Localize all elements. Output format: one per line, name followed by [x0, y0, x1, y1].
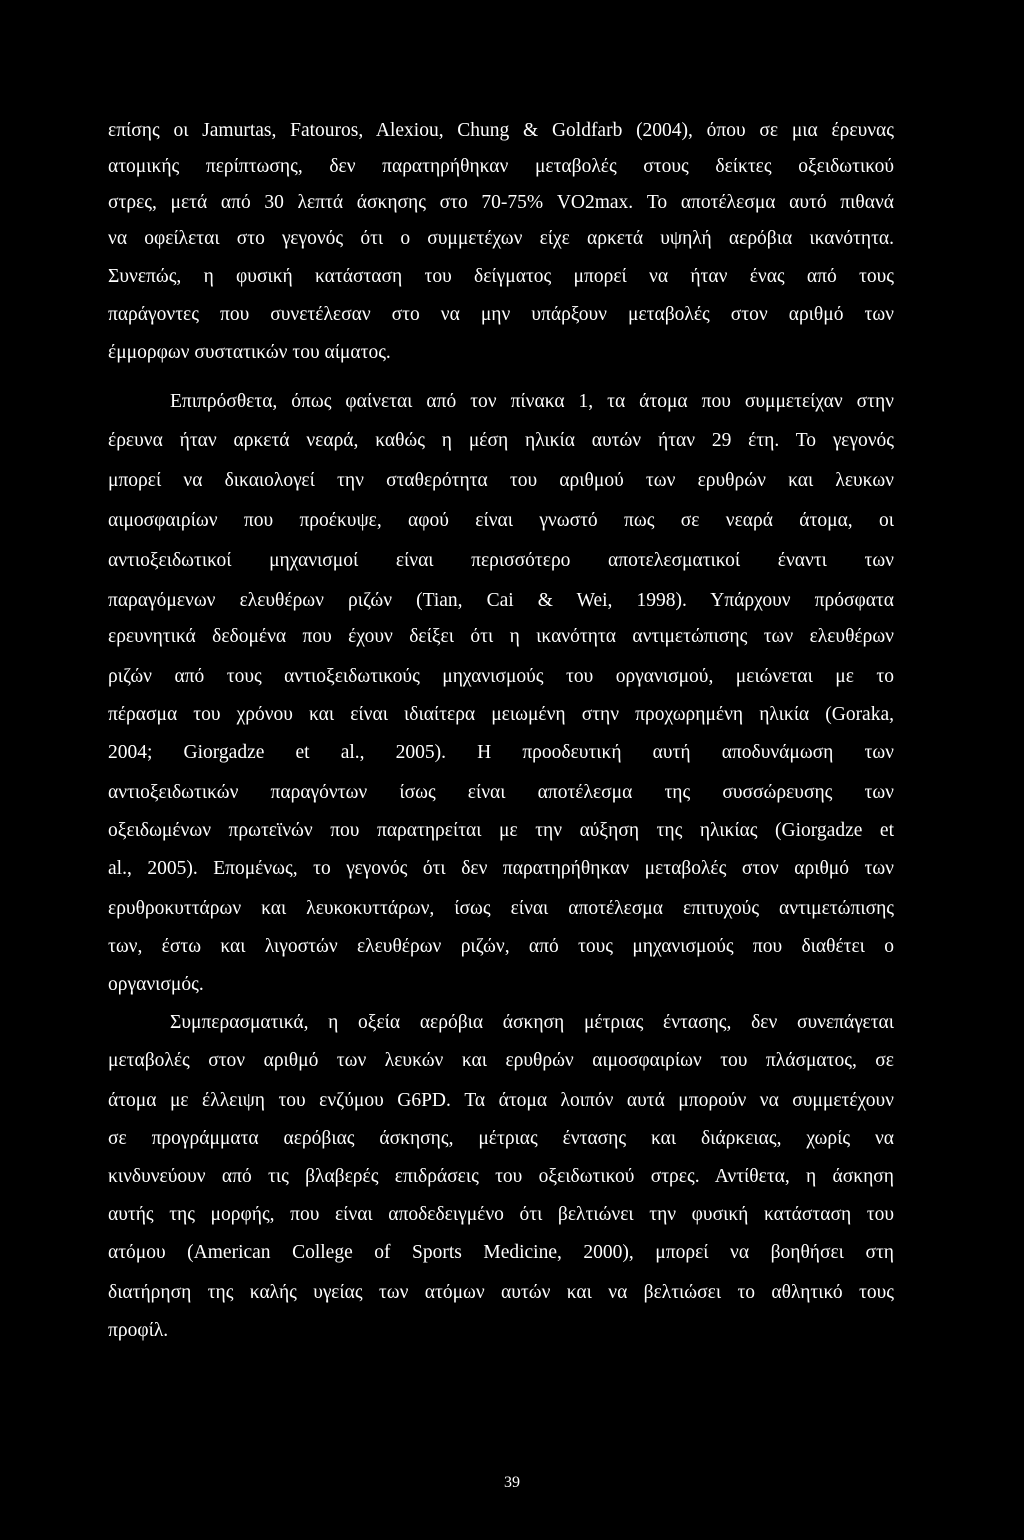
text-line: πέρασμα του χρόνου και είναι ιδιαίτερα μειωμένη στην προχωρημένη ηλικία (Goraka,	[108, 704, 894, 725]
text-line: κινδυνεύουν από τις βλαβερές επιδράσεις του οξειδωτικού στρες. Αντίθετα, η άσκηση	[108, 1166, 894, 1187]
text-line: οργανισμός.	[108, 974, 204, 995]
text-line: έρευνα ήταν αρκετά νεαρά, καθώς η μέση ηλικία αυτών ήταν 29 έτη. Το γεγονός	[108, 430, 894, 451]
text-line: 2004; Giorgadze et al., 2005). Η προοδευτική αυτή αποδυνάμωση των	[108, 742, 894, 763]
text-line: Επιπρόσθετα, όπως φαίνεται από τον πίνακα 1, τα άτομα που συμμετείχαν στην	[170, 391, 894, 412]
text-line: ερευνητικά δεδομένα που έχουν δείξει ότι η ικανότητα αντιμετώπισης των ελευθέρων	[108, 626, 894, 647]
text-line: διατήρηση της καλής υγείας των ατόμων αυτών και να βελτιώσει το αθλητικό τους	[108, 1282, 894, 1303]
text-line: προφίλ.	[108, 1320, 169, 1341]
text-line: αιμοσφαιρίων που προέκυψε, αφού είναι γνωστό πως σε νεαρά άτομα, οι	[108, 510, 894, 531]
page-number: 39	[504, 1474, 520, 1491]
text-line: ερυθροκυττάρων και λευκοκυττάρων, ίσως είναι αποτέλεσμα επιτυχούς αντιμετώπισης	[108, 898, 894, 919]
text-line: ριζών από τους αντιοξειδωτικούς μηχανισμούς του οργανισμού, μειώνεται με το	[108, 666, 894, 687]
text-line: ατόμου (American College of Sports Medicine, 2000), μπορεί να βοηθήσει στη	[108, 1242, 894, 1263]
text-line: να οφείλεται στο γεγονός ότι ο συμμετέχων είχε αρκετά υψηλή αερόβια ικανότητα.	[108, 228, 894, 249]
text-line: παράγοντες που συνετέλεσαν στο να μην υπάρξουν μεταβολές στον αριθμό των	[108, 304, 894, 325]
text-line: αντιοξειδωτικοί μηχανισμοί είναι περισσότερο αποτελεσματικοί έναντι των	[108, 550, 894, 571]
text-line: αυτής της μορφής, που είναι αποδεδειγμένο ότι βελτιώνει την φυσική κατάσταση του	[108, 1204, 894, 1225]
text-line: στρες, μετά από 30 λεπτά άσκησης στο 70-75% VO2max. Το αποτέλεσμα αυτό πιθανά	[108, 192, 894, 213]
text-line: al., 2005). Επομένως, το γεγονός ότι δεν παρατηρήθηκαν μεταβολές στον αριθμό των	[108, 858, 894, 879]
text-line: Συμπερασματικά, η οξεία αερόβια άσκηση μέτριας έντασης, δεν συνεπάγεται	[170, 1012, 894, 1033]
text-line: αντιοξειδωτικών παραγόντων ίσως είναι αποτέλεσμα της συσσώρευσης των	[108, 782, 894, 803]
text-line: παραγόμενων ελευθέρων ριζών (Tian, Cai & Wei, 1998). Υπάρχουν πρόσφατα	[108, 590, 894, 611]
text-line: άτομα με έλλειψη του ενζύμου G6PD. Τα άτομα λοιπόν αυτά μπορούν να συμμετέχουν	[108, 1090, 894, 1111]
text-line: των, έστω και λιγοστών ελευθέρων ριζών, από τους μηχανισμούς που διαθέτει ο	[108, 936, 894, 957]
text-line: ατομικής περίπτωσης, δεν παρατηρήθηκαν μεταβολές στους δείκτες οξειδωτικού	[108, 156, 894, 177]
text-line: επίσης οι Jamurtas, Fatouros, Alexiou, Chung & Goldfarb (2004), όπου σε μια έρευνας	[108, 120, 894, 141]
text-line: μπορεί να δικαιολογεί την σταθερότητα του αριθμού των ερυθρών και λευκων	[108, 470, 894, 491]
text-line: Συνεπώς, η φυσική κατάσταση του δείγματος μπορεί να ήταν ένας από τους	[108, 266, 894, 287]
text-line: σε προγράμματα αερόβιας άσκησης, μέτριας έντασης και διάρκειας, χωρίς να	[108, 1128, 894, 1149]
text-line: οξειδωμένων πρωτεϊνών που παρατηρείται με την αύξηση της ηλικίας (Giorgadze et	[108, 820, 894, 841]
text-line: έμμορφων συστατικών του αίματος.	[108, 342, 391, 363]
text-line: μεταβολές στον αριθμό των λευκών και ερυθρών αιμοσφαιρίων του πλάσματος, σε	[108, 1050, 894, 1071]
document-body	[108, 0, 894, 1540]
